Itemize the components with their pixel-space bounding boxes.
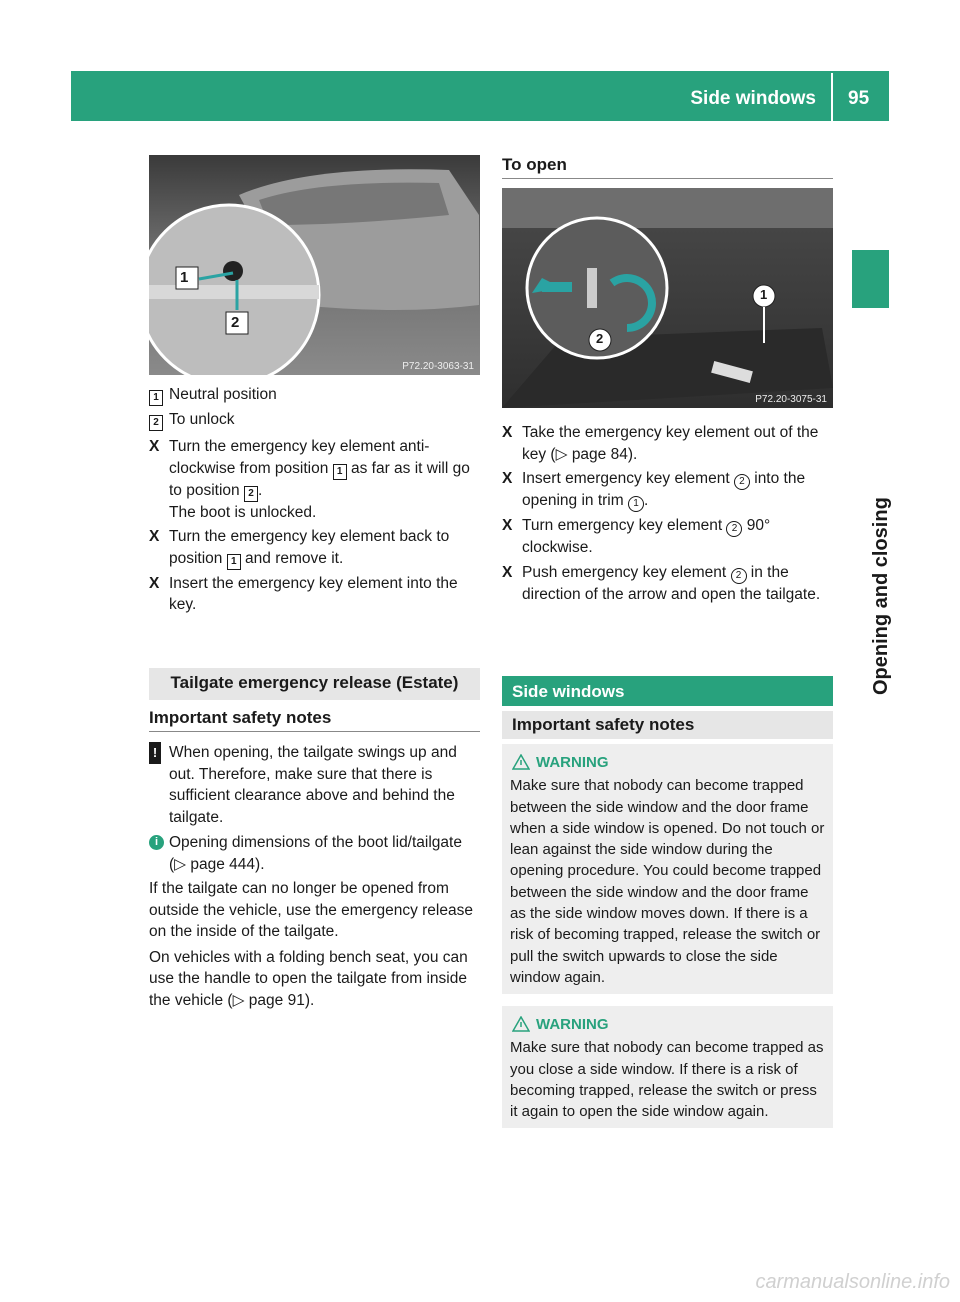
header-divider	[831, 73, 833, 121]
footer-watermark: carmanualsonline.info	[755, 1271, 950, 1293]
warning-text: Make sure that nobody can become trapped between the side window and the door frame when a side window is opened. Do not touch or lean against the side window during the opening procedure. You could become trapped between the side window and the door frame as the side window moves down. If there is a risk of becoming trapped, release the switch or pull the switch upwards to close the side window again.	[510, 777, 825, 986]
warning-title: WARNING	[510, 1014, 825, 1035]
step-item: X Turn emergency key element 2 90° clockwise.	[502, 517, 771, 556]
warning-box	[502, 1006, 833, 1128]
step-item: X Turn the emergency key element anti-clockwise from position 1 as far as it will go to position 2 . The boot is unlocked.	[149, 438, 470, 521]
paragraph: If the tailgate can no longer be opened from outside the vehicle, use the emergency release on the inside of the tailgate.	[149, 880, 473, 940]
warning-box	[502, 744, 833, 994]
step-item: X Insert the emergency key element into the key.	[149, 574, 458, 613]
caution-note: ! When opening, the tailgate swings up and out. Therefore, make sure that there is sufficient clearance above and behind the tailgate.	[149, 742, 480, 828]
side-tab	[852, 250, 889, 308]
subheading-safety: Important safety notes	[149, 708, 480, 732]
legend-item: 1 Neutral position	[149, 384, 480, 406]
page-number: 95	[848, 88, 870, 109]
page-title: Side windows	[690, 88, 816, 109]
warning-title: WARNING	[510, 752, 825, 773]
tailgate-release-image	[502, 188, 833, 408]
image-caption: P72.20-3075-31	[755, 394, 827, 405]
warning-icon	[512, 754, 530, 770]
left-safety-text	[149, 742, 480, 1015]
paragraph: On vehicles with a folding bench seat, you can use the handle to open the tailgate from inside the vehicle (▷ page 91).	[149, 948, 468, 1009]
chapter-label-container	[852, 315, 892, 695]
info-note: i Opening dimensions of the boot lid/tailgate (▷ page 444).	[149, 832, 480, 875]
right-steps	[502, 422, 833, 608]
section-header-tailgate: Tailgate emergency release (Estate)	[149, 668, 480, 700]
left-text	[149, 384, 480, 619]
image-callout-2: 2	[596, 331, 604, 346]
image-callout-2: 2	[231, 314, 240, 331]
boot-lock-image	[149, 155, 480, 375]
image-caption: P72.20-3063-31	[402, 361, 474, 372]
section-header-side-windows: Side windows	[502, 676, 833, 706]
step-item: X Insert emergency key element 2 into the opening in trim 1 .	[502, 468, 833, 512]
step-item: X Take the emergency key element out of the key (▷ page 84).	[502, 424, 819, 463]
section-header-safety: Important safety notes	[502, 711, 833, 739]
subheading-to-open: To open	[502, 155, 833, 179]
step-item: X Push emergency key element 2 in the direction of the arrow and open the tailgate.	[502, 563, 821, 603]
warning-icon	[512, 1016, 530, 1032]
legend-item: 2 To unlock	[149, 409, 480, 431]
chapter-label: Opening and closing	[870, 497, 892, 695]
caution-icon: !	[149, 742, 161, 764]
info-icon: i	[149, 835, 164, 850]
step-item: X Turn the emergency key element back to position 1 and remove it.	[149, 526, 480, 570]
image-callout-1: 1	[180, 269, 189, 286]
image-callout-1: 1	[760, 287, 768, 302]
warning-text: Make sure that nobody can become trapped as you close a side window. If there is a risk of becoming trapped, release the switch or press it again to open the side window again.	[510, 1039, 824, 1121]
